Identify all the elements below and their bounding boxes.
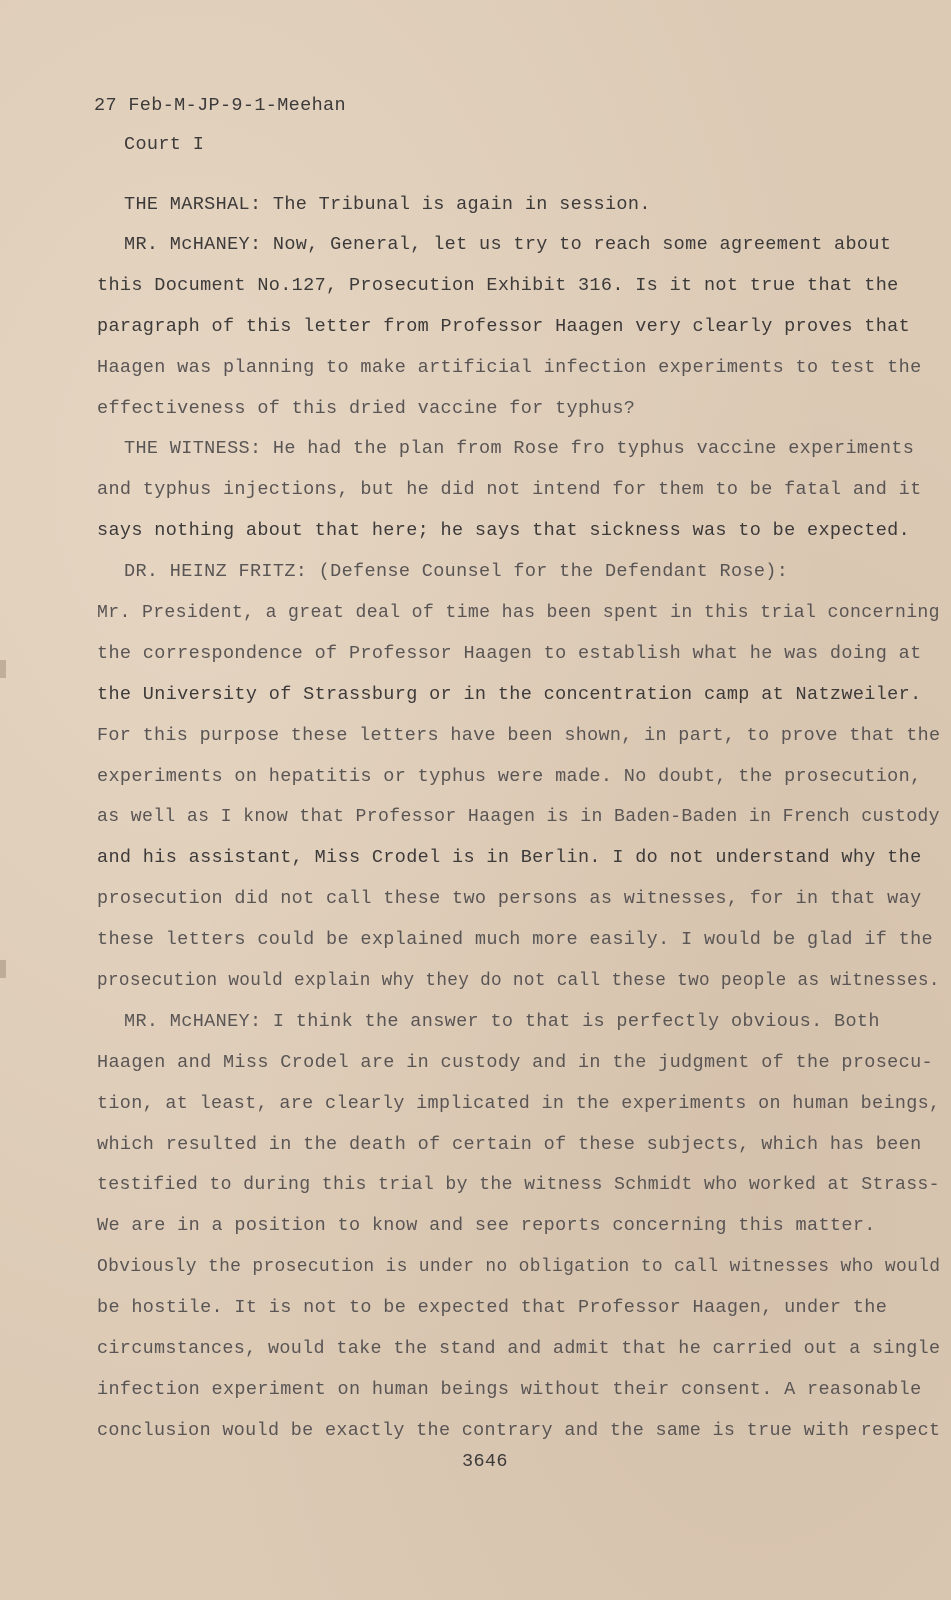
text-line: circumstances, would take the stand and admit that he carried out a single bbox=[97, 1338, 941, 1359]
margin-mark bbox=[0, 660, 6, 678]
text-line: Haagen and Miss Crodel are in custody and in the judgment of the prosecu- bbox=[97, 1052, 933, 1073]
text-line: For this purpose these letters have been shown, in part, to prove that the bbox=[97, 725, 941, 746]
text-line: as well as I know that Professor Haagen is in Baden-Baden in French custody bbox=[97, 806, 940, 827]
text-line: Mr. President, a great deal of time has been spent in this trial concerning bbox=[97, 602, 940, 623]
text-line: and typhus injections, but he did not intend for them to be fatal and it bbox=[97, 479, 922, 500]
text-line: effectiveness of this dried vaccine for typhus? bbox=[97, 398, 636, 419]
text-line: experiments on hepatitis or typhus were made. No doubt, the prosecution, bbox=[97, 766, 922, 787]
text-line: conclusion would be exactly the contrary and the same is true with respect bbox=[97, 1420, 941, 1441]
text-line: Haagen was planning to make artificial infection experiments to test the bbox=[97, 357, 922, 378]
text-line: which resulted in the death of certain of these subjects, which has been bbox=[97, 1134, 922, 1155]
text-line: Obviously the prosecution is under no obligation to call witnesses who would bbox=[97, 1256, 941, 1277]
text-line: these letters could be explained much more easily. I would be glad if the bbox=[97, 929, 933, 950]
text-line: testified to during this trial by the witness Schmidt who worked at Strass- bbox=[97, 1174, 940, 1195]
page-number: 3646 bbox=[462, 1451, 508, 1472]
text-line: THE WITNESS: He had the plan from Rose fro typhus vaccine experiments bbox=[124, 438, 915, 459]
margin-mark bbox=[0, 960, 6, 978]
text-line: prosecution did not call these two persons as witnesses, for in that way bbox=[97, 888, 922, 909]
text-line: infection experiment on human beings without their consent. A reasonable bbox=[97, 1379, 922, 1400]
text-line: We are in a position to know and see reports concerning this matter. bbox=[97, 1215, 876, 1236]
text-line: tion, at least, are clearly implicated in the experiments on human beings, bbox=[97, 1093, 941, 1114]
text-line: the correspondence of Professor Haagen to establish what he was doing at bbox=[97, 643, 922, 664]
text-line: THE MARSHAL: The Tribunal is again in session. bbox=[124, 194, 651, 215]
text-line: MR. McHANEY: Now, General, let us try to reach some agreement about bbox=[124, 234, 892, 255]
text-line: says nothing about that here; he says that sickness was to be expected. bbox=[97, 520, 911, 541]
court-label: Court I bbox=[124, 134, 205, 155]
text-line: MR. McHANEY: I think the answer to that is perfectly obvious. Both bbox=[124, 1011, 880, 1032]
text-line: DR. HEINZ FRITZ: (Defense Counsel for the Defendant Rose): bbox=[124, 561, 789, 582]
text-line: the University of Strassburg or in the concentration camp at Natzweiler. bbox=[97, 684, 922, 705]
text-line: be hostile. It is not to be expected that Professor Haagen, under the bbox=[97, 1297, 888, 1318]
text-line: prosecution would explain why they do not call these two people as witnesses. bbox=[97, 970, 940, 991]
text-line: and his assistant, Miss Crodel is in Berlin. I do not understand why the bbox=[97, 847, 922, 868]
header-id-line: 27 Feb-M-JP-9-1-Meehan bbox=[94, 95, 346, 116]
text-line: this Document No.127, Prosecution Exhibit 316. Is it not true that the bbox=[97, 275, 899, 296]
text-line: paragraph of this letter from Professor Haagen very clearly proves that bbox=[97, 316, 911, 337]
